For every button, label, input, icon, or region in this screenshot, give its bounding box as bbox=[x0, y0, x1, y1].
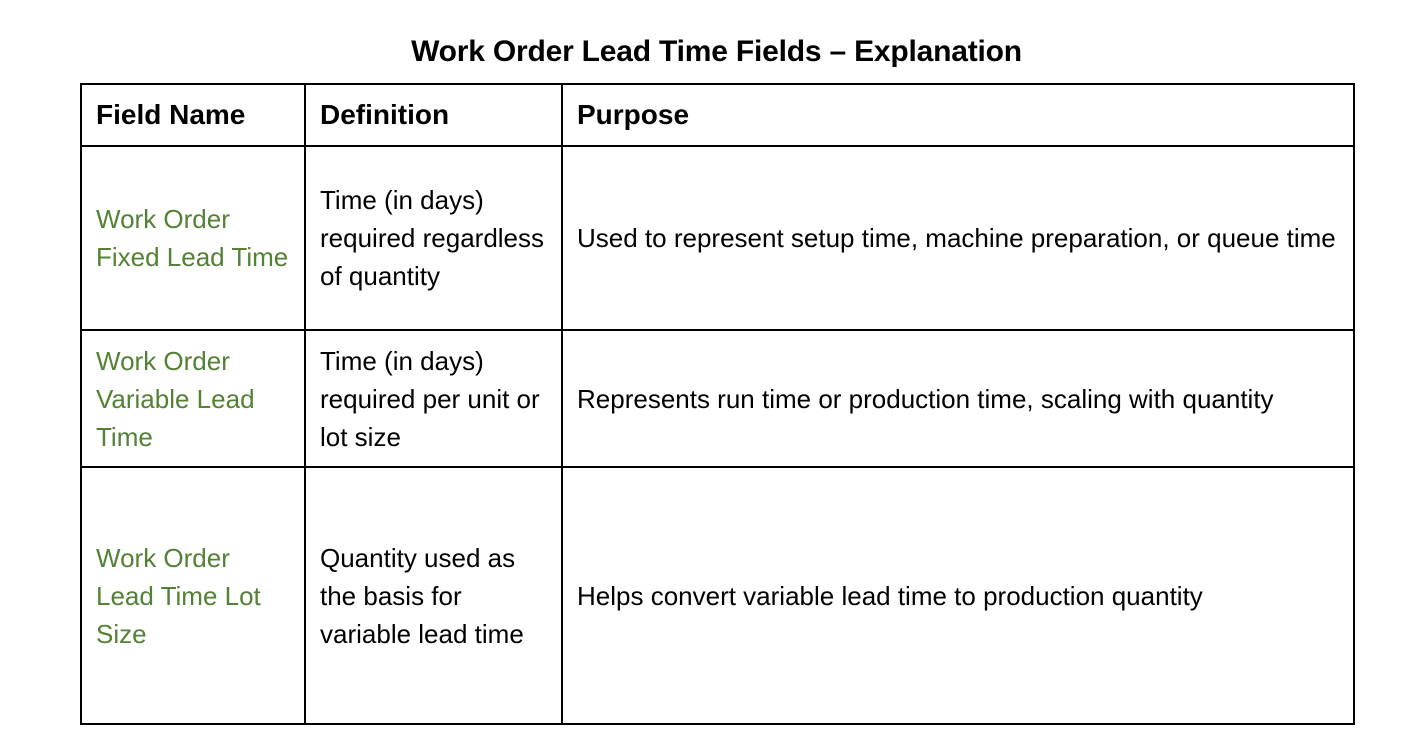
purpose-cell: Helps convert variable lead time to production quantity bbox=[562, 467, 1354, 724]
purpose-cell: Used to represent setup time, machine preparation, or queue time bbox=[562, 146, 1354, 330]
definition-cell: Time (in days) required regardless of quantity bbox=[305, 146, 562, 330]
field-name-cell: Work Order Lead Time Lot Size bbox=[81, 467, 305, 724]
table-row bbox=[81, 146, 1354, 330]
column-header-field-name: Field Name bbox=[81, 84, 305, 146]
table-header-row bbox=[81, 84, 1354, 146]
document-title: Work Order Lead Time Fields – Explanation bbox=[411, 35, 1022, 68]
field-name-cell: Work Order Fixed Lead Time bbox=[81, 146, 305, 330]
lead-time-fields-table bbox=[80, 83, 1355, 725]
column-header-purpose: Purpose bbox=[562, 84, 1354, 146]
table-row bbox=[81, 330, 1354, 467]
definition-cell: Time (in days) required per unit or lot size bbox=[305, 330, 562, 467]
column-header-definition: Definition bbox=[305, 84, 562, 146]
purpose-cell: Represents run time or production time, scaling with quantity bbox=[562, 330, 1354, 467]
field-name-cell: Work Order Variable Lead Time bbox=[81, 330, 305, 467]
table-row bbox=[81, 467, 1354, 724]
definition-cell: Quantity used as the basis for variable lead time bbox=[305, 467, 562, 724]
